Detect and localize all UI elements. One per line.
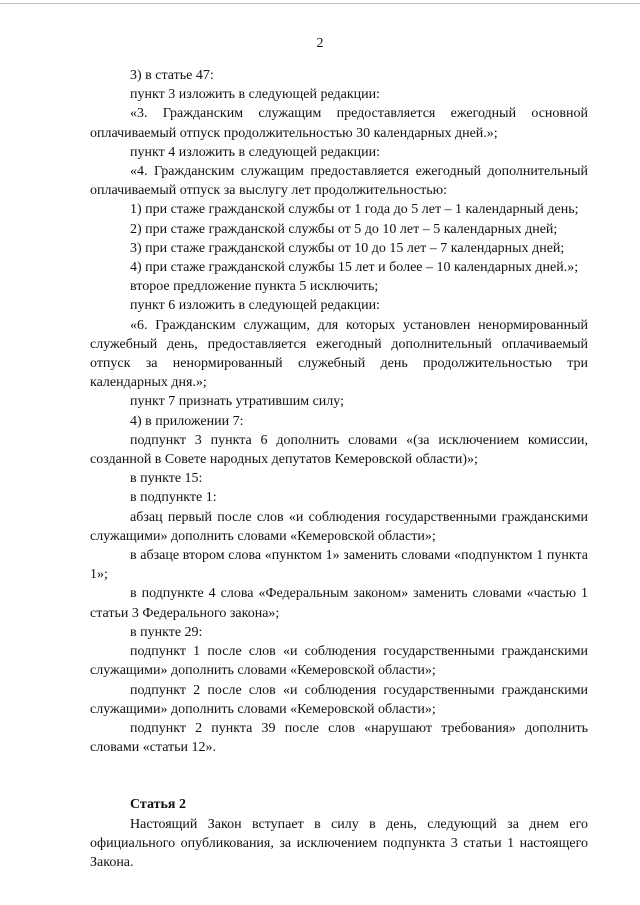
paragraph-13: пункт 7 признать утратившим силу; bbox=[130, 394, 344, 410]
paragraph-17: в подпункте 1: bbox=[130, 490, 217, 506]
paragraph-7: 2) при стаже гражданской службы от 5 до 10 лет – 5 календарных дней; bbox=[130, 221, 558, 237]
paragraph-9: 4) при стаже гражданской службы 15 лет и более – 10 календарных дней.»; bbox=[130, 260, 579, 276]
paragraph-1: 3) в статье 47: bbox=[130, 68, 214, 83]
paragraph-10: второе предложение пункта 5 исключить; bbox=[130, 279, 379, 295]
article-2-heading: Статья 2 bbox=[130, 797, 186, 813]
paragraph-3: «3. Гражданским служащим предоставляется ежегодный основной оплачиваемый отпуск продолжительностью 30 календарных дней.»; bbox=[90, 106, 588, 141]
paragraph-21: в пункте 29: bbox=[130, 624, 203, 640]
paragraph-15: подпункт 3 пункта 6 дополнить словами «(за исключением комиссии, созданной в Совете народных депутатов Кемеровской области)»; bbox=[90, 432, 588, 468]
paragraph-5: «4. Гражданским служащим предоставляется ежегодный дополнительный оплачиваемый отпуск за выслугу лет продолжительностью: bbox=[90, 164, 588, 199]
paragraph-11: пункт 6 изложить в следующей редакции: bbox=[130, 298, 380, 314]
spacer bbox=[90, 776, 588, 795]
paragraph-12: «6. Гражданским служащим, для которых установлен ненормированный служебный день, предоставляется ежегодный дополнительный оплачиваемый отпуск за ненормированный служебный день продолжительностью три календарных дня.»; bbox=[90, 317, 588, 391]
article-2-text: Настоящий Закон вступает в силу в день, следующий за днем его официального опубликования, за исключением подпункта 3 статьи 1 настоящего Закона. bbox=[90, 816, 588, 870]
paragraph-19: в абзаце втором слова «пунктом 1» заменить словами «подпунктом 1 пункта 1»; bbox=[90, 548, 588, 583]
scan-top-edge bbox=[0, 3, 640, 4]
paragraph-14: 4) в приложении 7: bbox=[130, 413, 244, 429]
paragraph-2: пункт 3 изложить в следующей редакции: bbox=[130, 87, 380, 103]
paragraph-16: в пункте 15: bbox=[130, 471, 203, 487]
paragraph-4: пункт 4 изложить в следующей редакции: bbox=[130, 144, 380, 160]
paragraph-22: подпункт 1 после слов «и соблюдения государственными гражданскими служащими» дополнить словами «Кемеровской области»; bbox=[90, 644, 588, 679]
paragraph-6: 1) при стаже гражданской службы от 1 года до 5 лет – 1 календарный день; bbox=[130, 202, 579, 218]
paragraph-23: подпункт 2 после слов «и соблюдения государственными гражданскими служащими» дополнить словами «Кемеровской области»; bbox=[90, 682, 588, 717]
document-body bbox=[90, 66, 588, 872]
paragraph-8: 3) при стаже гражданской службы от 10 до 15 лет – 7 календарных дней; bbox=[130, 240, 565, 256]
paragraph-24: подпункт 2 пункта 39 после слов «нарушают требования» дополнить словами «статьи 12». bbox=[90, 720, 588, 756]
paragraph-18: абзац первый после слов «и соблюдения государственными гражданскими служащими» дополнить словами «Кемеровской области»; bbox=[90, 509, 588, 544]
page-number: 2 bbox=[316, 36, 324, 51]
spacer bbox=[90, 757, 588, 776]
paragraph-20: в подпункте 4 слова «Федеральным законом» заменить словами «частью 1 статьи 3 Федерального закона»; bbox=[90, 586, 588, 621]
